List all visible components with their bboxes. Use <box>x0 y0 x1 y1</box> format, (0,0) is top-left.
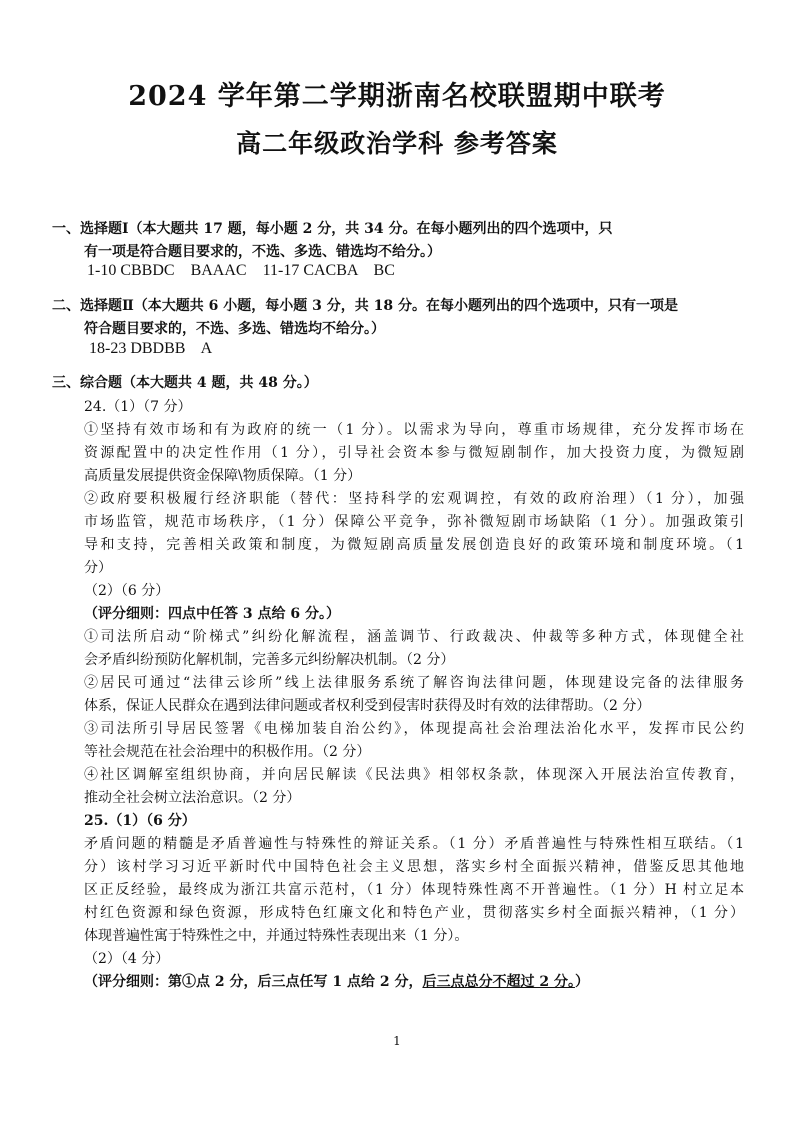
q24-answer-1: ①司法所启动“阶梯式”纠纷化解流程，涵盖调节、行政裁决、仲裁等多种方式，体现健全社 会矛盾纠纷预防化解机制，完善多元纠纷解决机制。（2 分） <box>84 629 744 668</box>
section2-line2: 符合题目要求的，不选、多选、错选均不给分。） <box>84 321 385 337</box>
q24-answer-4: ④社区调解室组织协商，并向居民解读《民法典》相邻权条款，体现深入开展法治宣传教育， 推动全社会树立法治意识。（2 分） <box>84 767 744 806</box>
section1-heading <box>52 218 692 264</box>
page-title: 2024 学年第二学期浙南名校联盟期中联考 <box>128 81 666 112</box>
section2-answers: 18-23 DBDBB A <box>89 340 213 357</box>
section2-line1: 二、选择题Ⅱ（本大题共 6 小题，每小题 3 分，共 18 分。在每小题列出的四个选项中，只有一项是 <box>52 298 679 314</box>
page-subtitle: 高二年级政治学科 参考答案 <box>236 129 558 158</box>
q25-part1-label: 25.（1）（6 分） <box>84 813 196 829</box>
q24-answer-2: ②居民可通过“法律云诊所”线上法律服务系统了解咨询法律问题，体现建设完备的法律服务 体系，保证人民群众在遇到法律问题或者权利受到侵害时获得及时有效的法律帮助。（2 分） <box>84 675 744 714</box>
q25-answer: 矛盾问题的精髓是矛盾普遍性与特殊性的辩证关系。（1 分）矛盾普遍性与特殊性相互联结。（1 分）该村学习习近平新时代中国特色社会主义思想，落实乡村全面振兴精神，借鉴反思其他地 区正反经验，最终成为浙江共富示范村，（1 分）体现特殊性离不开普遍性。（1 分）H 村立足本 村红色资源和绿色资源，形成特色红廉文化和特色产业，贯彻落实乡村全面振兴精神，（1 分） 体现普遍性寓于特殊性之中，并通过特殊性表现出来（1 分）。 <box>84 836 744 944</box>
q24-point-1: ①坚持有效市场和有为政府的统一（1 分）。以需求为导向，尊重市场规律，充分发挥市场在 资源配置中的决定性作用（1 分），引导社会资本参与微短剧制作，加大投资力度，为微短剧 高质量发展提供资金保障\物质保障。（1 分） <box>84 422 744 484</box>
section1-answers: 1-10 CBBDC BAAAC 11-17 CACBA BC <box>87 262 395 279</box>
q24-scoring-note: （评分细则：四点中任答 3 点给 6 分。） <box>84 606 340 622</box>
page-number: 1 <box>393 1034 401 1048</box>
q24-part1-label: 24.（1）（7 分） <box>84 399 192 415</box>
underlined-note: 后三点总分不超过 2 分。 <box>422 974 575 990</box>
q24-answer-3: ③司法所引导居民签署《电梯加装自治公约》，体现提高社会治理法治化水平，发挥市民公约 等社会规范在社会治理中的积极作用。（2 分） <box>84 721 744 760</box>
section1-line1: 一、选择题Ⅰ（本大题共 17 题，每小题 2 分，共 34 分。在每小题列出的四个选项中，只 <box>52 221 613 237</box>
section1-line2: 有一项是符合题目要求的，不选、多选、错选均不给分。） <box>84 244 441 260</box>
q24-part2-label: （2）（6 分） <box>84 583 170 599</box>
section3-body <box>84 396 744 994</box>
section2-heading <box>52 295 752 341</box>
q25-scoring-note: （评分细则：第①点 2 分，后三点任写 1 点给 2 分，后三点总分不超过 2 分。） <box>84 974 589 990</box>
section3-heading: 三、综合题（本大题共 4 题，共 48 分。） <box>52 375 318 391</box>
q25-part2-label: （2）（4 分） <box>84 951 170 967</box>
q24-point-2: ②政府要积极履行经济职能（替代：坚持科学的宏观调控，有效的政府治理）（1 分），加强 市场监管，规范市场秩序，（1 分）保障公平竞争，弥补微短剧市场缺陷（1 分）。加强政策引 导和支持，完善相关政策和制度，为微短剧高质量发展创造良好的政策环境和制度环境。（1 分） <box>84 491 744 576</box>
